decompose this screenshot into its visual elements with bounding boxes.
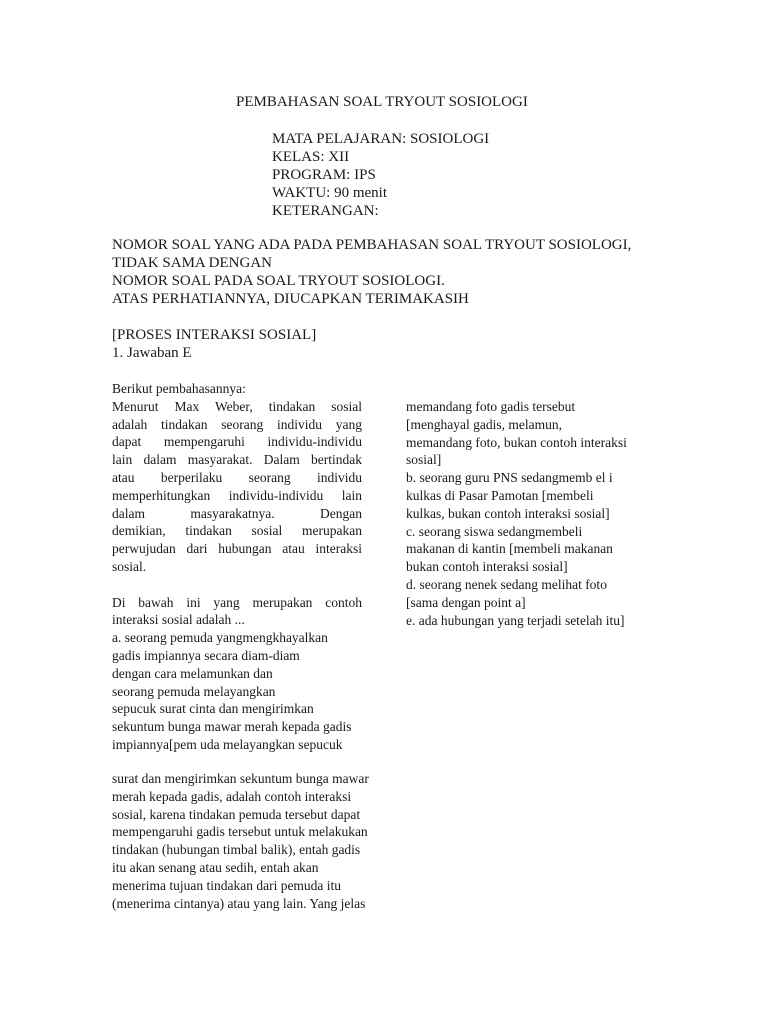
continuation-paragraph bbox=[112, 770, 412, 912]
continuation-line: menerima tujuan tindakan dari pemuda itu bbox=[112, 877, 342, 893]
definition-line: dapat mempengaruhi individu-individu bbox=[112, 434, 362, 450]
option-a-line: seorang pemuda melayangkan bbox=[112, 683, 276, 699]
continuation-line: tindakan (hubungan timbal balik), entah gadis bbox=[112, 842, 361, 858]
notice-block bbox=[112, 236, 672, 308]
section-title: [PROSES INTERAKSI SOSIAL] bbox=[112, 327, 317, 343]
right-line: [menghayal gadis, melamun, bbox=[406, 416, 562, 432]
section-header bbox=[112, 326, 316, 362]
notice-line: ATAS PERHATIANNYA, DIUCAPKAN TERIMAKASIH bbox=[112, 291, 469, 307]
continuation-line: surat dan mengirimkan sekuntum bunga mawar bbox=[112, 771, 369, 786]
document-title: PEMBAHASAN SOAL TRYOUT SOSIOLOGI bbox=[236, 94, 528, 110]
option-d-line: [sama dengan point a] bbox=[406, 594, 526, 610]
definition-line: perwujudan dari hubungan atau interaksi bbox=[112, 541, 362, 557]
continuation-line: (menerima cintanya) atau yang lain. Yang jelas bbox=[112, 895, 366, 911]
continuation-line: merah kepada gadis, adalah contoh interaksi bbox=[112, 788, 352, 804]
definition-line: Menurut Max Weber, tindakan sosial bbox=[112, 398, 362, 414]
answer-label: 1. Jawaban E bbox=[112, 345, 192, 361]
option-c-line: c. seorang siswa sedangmembeli bbox=[406, 523, 583, 539]
definition-line: sosial. bbox=[112, 558, 147, 574]
question-paragraph bbox=[112, 594, 362, 630]
option-b-line: kulkas, bukan contoh interaksi sosial] bbox=[406, 505, 610, 521]
option-e-line: e. ada hubungan yang terjadi setelah itu] bbox=[406, 612, 625, 628]
option-a-line: sekuntum bunga mawar merah kepada gadis bbox=[112, 719, 352, 735]
definition-line: dalam masyarakatnya. Dengan bbox=[112, 505, 362, 521]
question-line: Di bawah ini yang merupakan contoh bbox=[112, 594, 362, 610]
left-column bbox=[112, 380, 362, 754]
intro-text: Berikut pembahasannya: bbox=[112, 381, 246, 396]
notice-line: NOMOR SOAL YANG ADA PADA PEMBAHASAN SOAL TRYOUT SOSIOLOGI, bbox=[112, 237, 632, 253]
option-a-line: a. seorang pemuda yangmengkhayalkan bbox=[112, 630, 328, 646]
definition-line: demikian, tindakan sosial merupakan bbox=[112, 523, 362, 539]
option-d-line: d. seorang nenek sedang melihat foto bbox=[406, 576, 607, 592]
right-line: memandang foto gadis tersebut bbox=[406, 399, 576, 414]
definition-paragraph bbox=[112, 398, 362, 576]
option-c-line: bukan contoh interaksi sosial] bbox=[406, 559, 568, 575]
option-b-line: b. seorang guru PNS sedangmemb el i bbox=[406, 470, 613, 486]
meta-subject: MATA PELAJARAN: SOSIOLOGI bbox=[272, 131, 490, 147]
option-a-line: gadis impiannya secara diam-diam bbox=[112, 647, 300, 663]
meta-class: KELAS: XII bbox=[272, 149, 350, 165]
definition-line: adalah tindakan seorang individu yang bbox=[112, 416, 362, 432]
continuation-line: sosial, karena tindakan pemuda tersebut dapat bbox=[112, 806, 361, 822]
meta-notes: KETERANGAN: bbox=[272, 203, 379, 219]
meta-time: WAKTU: 90 menit bbox=[272, 185, 387, 201]
question-line: interaksi sosial adalah ... bbox=[112, 612, 245, 628]
option-b-line: kulkas di Pasar Pamotan [membeli bbox=[406, 487, 594, 503]
right-line: memandang foto, bukan contoh interaksi bbox=[406, 434, 627, 450]
definition-line: memperhitungkan individu-individu lain bbox=[112, 487, 362, 503]
right-line: sosial] bbox=[406, 452, 442, 468]
continuation-line: itu akan senang atau sedih, entah akan bbox=[112, 859, 319, 875]
option-a bbox=[112, 629, 362, 754]
subject-meta-block bbox=[272, 130, 489, 220]
continuation-line: mempengaruhi gadis tersebut untuk melakukan bbox=[112, 824, 368, 840]
option-a-line: dengan cara melamunkan dan bbox=[112, 665, 273, 681]
definition-line: atau berperilaku seorang individu bbox=[112, 469, 362, 485]
definition-line: lain dalam masyarakat. Dalam bertindak bbox=[112, 452, 362, 468]
notice-line: NOMOR SOAL PADA SOAL TRYOUT SOSIOLOGI. bbox=[112, 273, 445, 289]
option-c-line: makanan di kantin [membeli makanan bbox=[406, 541, 613, 557]
notice-line: TIDAK SAMA DENGAN bbox=[112, 255, 272, 271]
option-a-line: sepucuk surat cinta dan mengirimkan bbox=[112, 701, 314, 717]
meta-program: PROGRAM: IPS bbox=[272, 167, 376, 183]
right-column bbox=[406, 398, 666, 629]
option-a-line: impiannya[pem uda melayangkan sepucuk bbox=[112, 736, 343, 752]
